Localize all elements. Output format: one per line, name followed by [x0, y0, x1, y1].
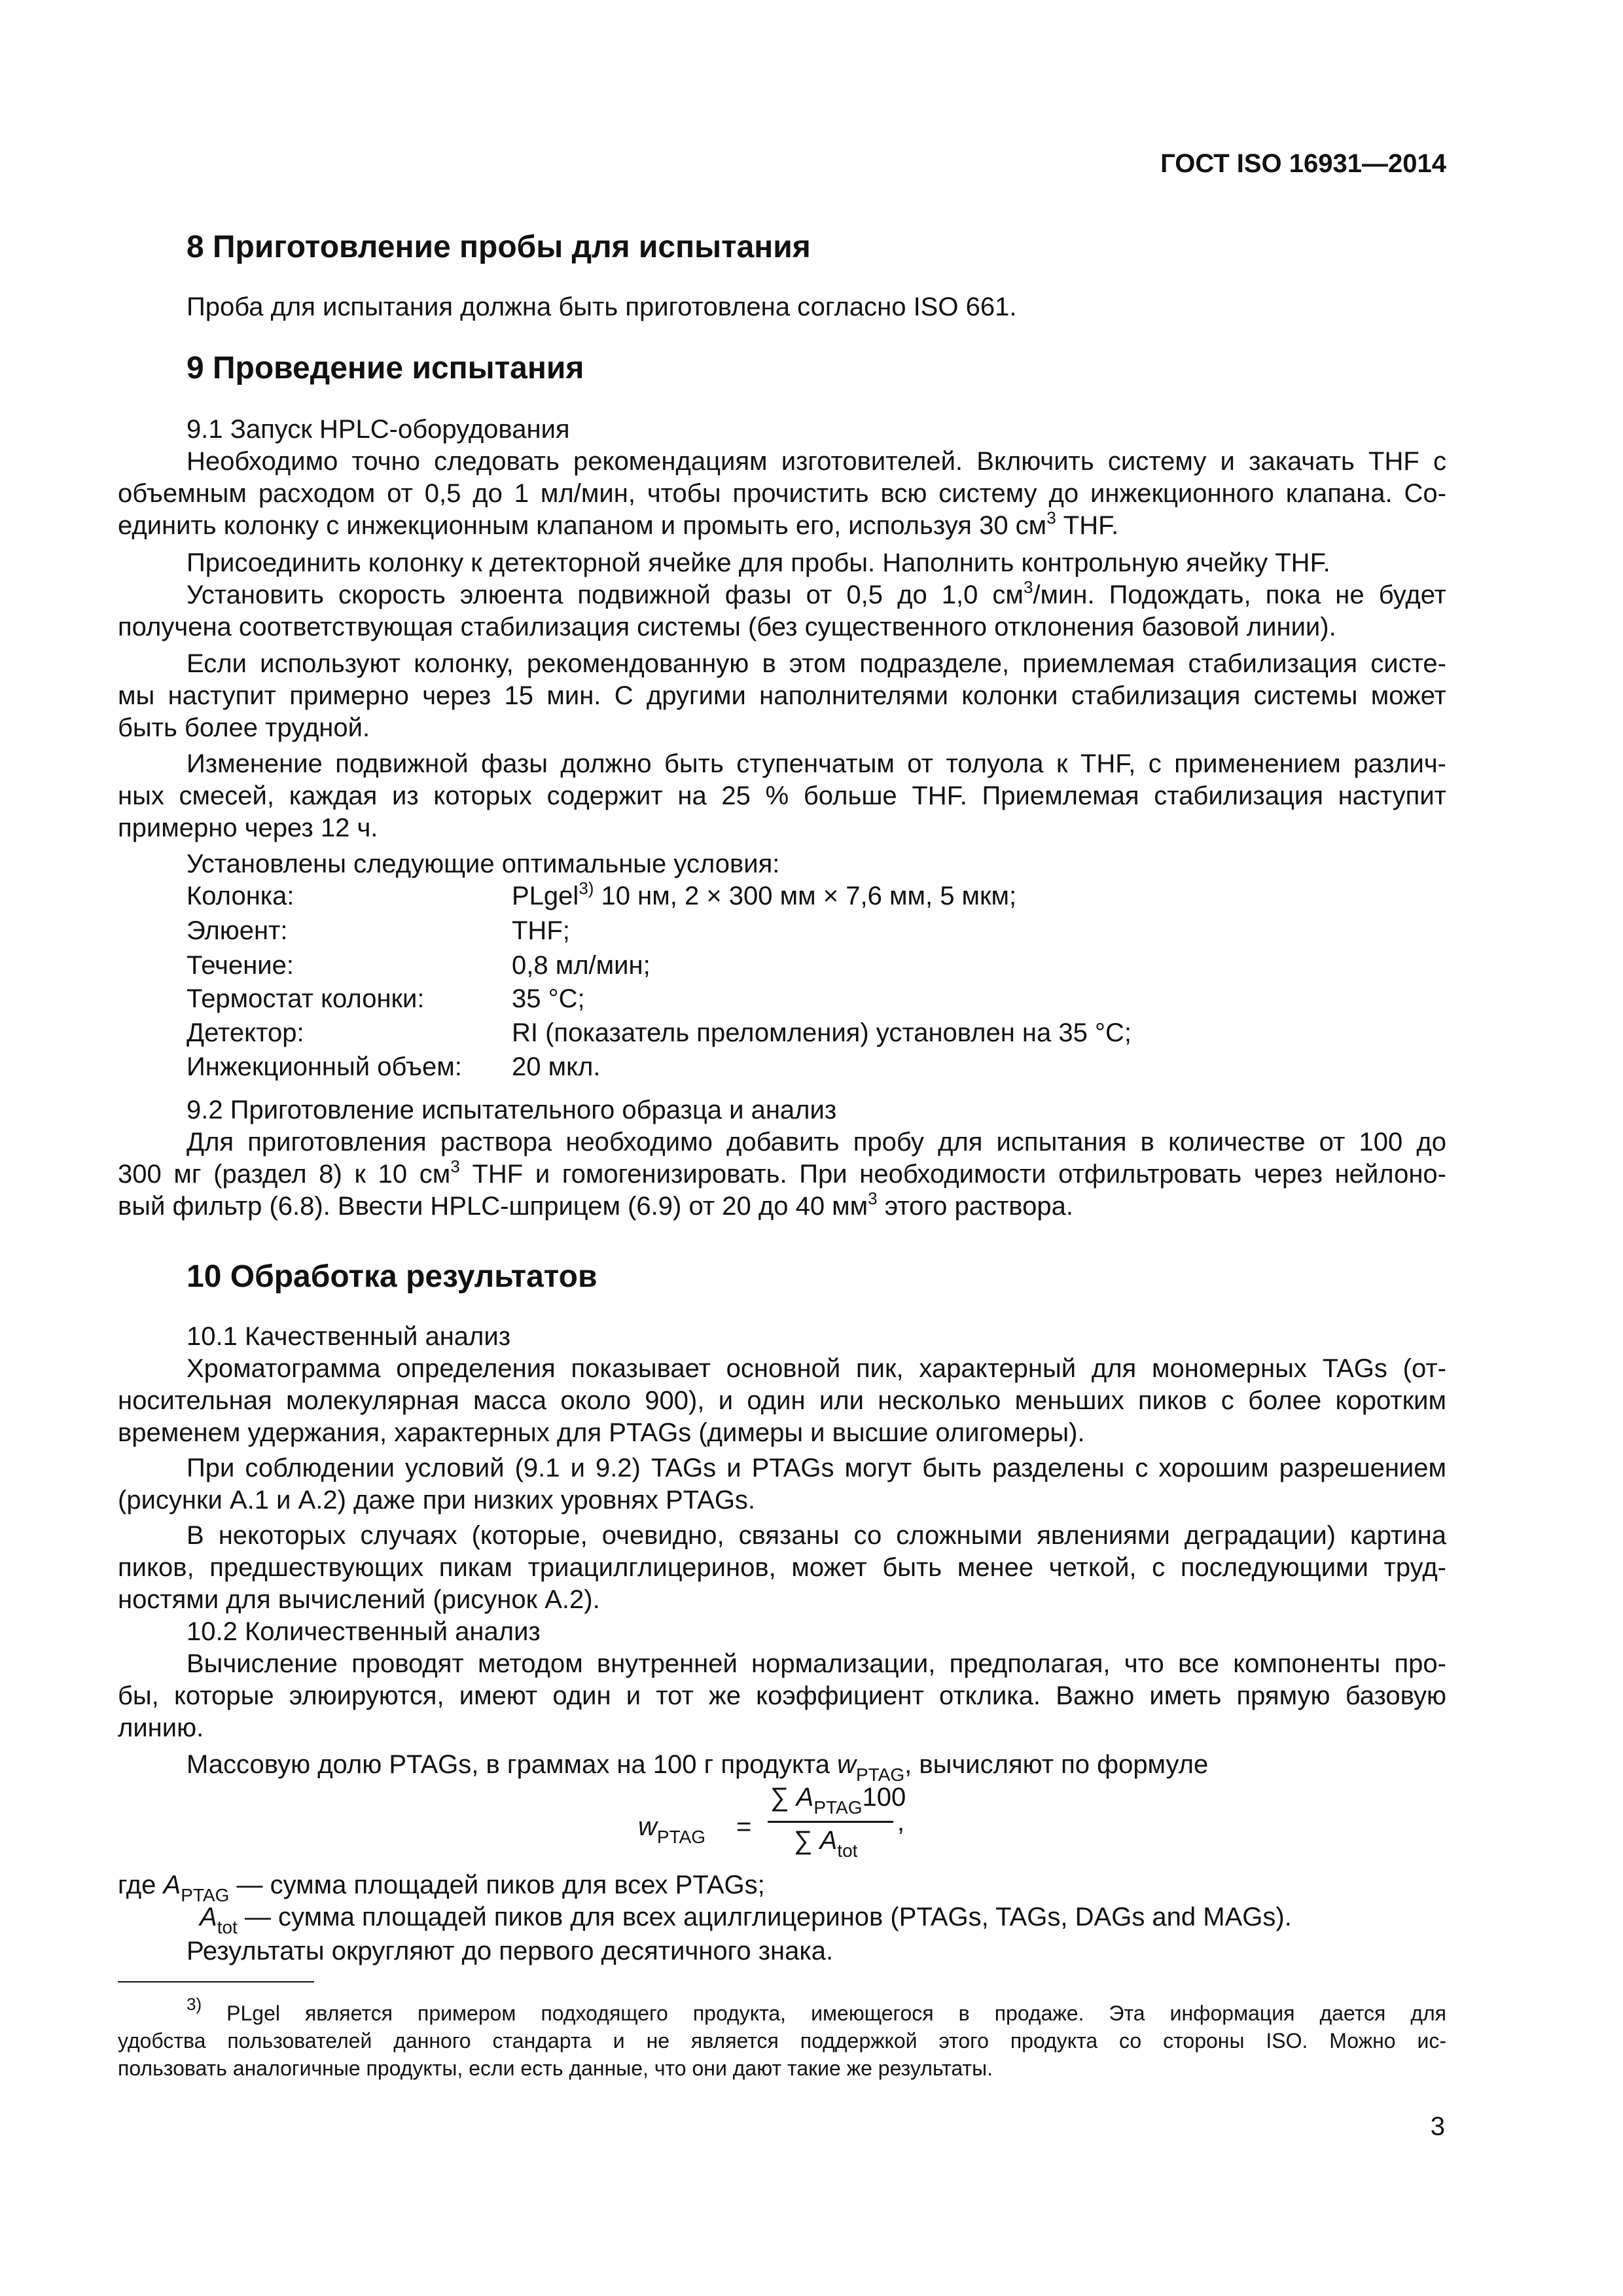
condition-label: Детектор:: [187, 1018, 304, 1047]
footnote-separator: [118, 1981, 314, 1982]
condition-label: Элюент:: [187, 916, 288, 945]
footnote-line: пользовать аналогичные продукты, если есть данные, что они дают такие же результаты.: [118, 2056, 993, 2080]
fraction-bar: [768, 1821, 893, 1823]
condition-value: 0,8 мл/мин;: [512, 951, 651, 980]
condition-label: Термостат колонки:: [187, 984, 425, 1013]
paragraph-line: ных смесей, каждая из которых содержит на 25 % больше THF. Приемлемая стабилизация наступит: [118, 781, 1446, 810]
section-8-text: Проба для испытания должна быть приготовлена согласно ISO 661.: [187, 293, 1017, 321]
section-8-title: 8 Приготовление пробы для испытания: [187, 230, 811, 264]
paragraph-line: В некоторых случаях (которые, очевидно, связаны со сложными явлениями деградации) картина: [187, 1521, 1446, 1550]
paragraph-line: временем удержания, характерных для PTAGs (димеры и высшие олигомеры).: [118, 1418, 1085, 1447]
paragraph-line: Если используют колонку, рекомендованную в этом подразделе, приемлемая стабилизация систе-: [187, 649, 1446, 678]
paragraph-line: Хроматограмма определения показывает основной пик, характерный для мономерных TAGs (от-: [187, 1354, 1446, 1383]
formula-lhs: $w_{PTAG}$: [638, 1812, 706, 1847]
paragraph-line: Необходимо точно следовать рекомендациям изготовителей. Включить систему и закачать THF с: [187, 447, 1446, 476]
where-line-tot: $A_{tot}$ — сумма площадей пиков для всех ацилглицеринов (PTAGs, TAGs, DAGs and MAGs).: [200, 1903, 1292, 1937]
paragraph-line: 300 мг (раздел 8) к 10 $см^3$ THF и гомогенизировать. При необходимости отфильтровать через нейлоно-: [118, 1157, 1446, 1189]
document-code: ГОСТ ISO 16931—2014: [1160, 149, 1446, 178]
paragraph-line: примерно через 12 ч.: [118, 814, 378, 842]
where-line-ptag: где $A_{PTAG}$ — сумма площадей пиков для всех PTAGs;: [118, 1871, 765, 1905]
formula: [638, 1782, 952, 1873]
paragraph-line: носительная молекулярная масса около 900), и один или несколько меньших пиков с более коротким: [118, 1386, 1446, 1415]
formula-denominator: ∑ $A_{tot}$: [794, 1826, 858, 1861]
paragraph-line: быть более трудной.: [118, 713, 370, 742]
paragraph-line: ностями для вычислений (рисунок А.2).: [118, 1585, 600, 1614]
condition-label: Инжекционный объем:: [187, 1052, 462, 1081]
paragraph-line: бы, которые элюируются, имеют один и тот же коэффициент отклика. Важно иметь прямую базовую: [118, 1681, 1446, 1710]
paragraph-line: Массовую долю PTAGs, в граммах на 100 г продукта $w_{PTAG}$, вычисляют по формуле: [187, 1750, 1209, 1785]
paragraph-line: (рисунки А.1 и А.2) даже при низких уровнях PTAGs.: [118, 1486, 756, 1515]
paragraph-line: пиков, предшествующих пикам триацилглицеринов, может быть менее четкой, с последующими труд-: [118, 1553, 1446, 1582]
paragraph-line: Для приготовления раствора необходимо добавить пробу для испытания в количестве от 100 до: [187, 1128, 1446, 1157]
page-number: 3: [1430, 2112, 1445, 2141]
paragraph-line: Установлены следующие оптимальные условия:: [187, 850, 780, 878]
condition-value: PLgel$^{3)}$ 10 нм, 2 × 300 мм × 7,6 мм, 5 мкм;: [512, 878, 1017, 910]
paragraph-line: объемным расходом от 0,5 до 1 мл/мин, чтобы прочистить всю систему до инжекционного клапана. Со-: [118, 479, 1446, 508]
paragraph-line: Результаты округляют до первого десятичного знака.: [187, 1937, 834, 1965]
formula-comma: ,: [897, 1808, 905, 1837]
formula-equals: =: [736, 1812, 752, 1841]
section-10-title: 10 Обработка результатов: [187, 1259, 597, 1294]
paragraph-line: Установить скорость элюента подвижной фазы от 0,5 до 1,0 $см^3$/мин. Подождать, пока не будет: [187, 577, 1446, 609]
condition-value: RI (показатель преломления) установлен на 35 °С;: [512, 1018, 1132, 1047]
condition-label: Течение:: [187, 951, 294, 980]
condition-label: Колонка:: [187, 882, 294, 910]
subsection-9-1-title: 9.1 Запуск HPLC-оборудования: [187, 415, 570, 444]
paragraph-line: Вычисление проводят методом внутренней нормализации, предполагая, что все компоненты про-: [187, 1649, 1446, 1678]
footnote-line: удобства пользователей данного стандарта и не является поддержкой этого продукта со стороны ISO. Можно ис-: [118, 2029, 1447, 2053]
paragraph-line: вый фильтр (6.8). Ввести HPLC-шприцем (6.9) от 20 до 40 $мм^3$ этого раствора.: [118, 1189, 1073, 1221]
condition-value: 20 мкл.: [512, 1052, 601, 1081]
paragraph-line: Изменение подвижной фазы должно быть ступенчатым от толуола к THF, с применением различ-: [187, 749, 1446, 778]
subsection-10-2-title: 10.2 Количественный анализ: [187, 1617, 541, 1646]
paragraph-line: получена соответствующая стабилизация системы (без существенного отклонения базовой линии).: [118, 613, 1336, 641]
condition-value: 35 °С;: [512, 984, 585, 1013]
paragraph-line: мы наступит примерно через 15 мин. С другими наполнителями колонки стабилизация системы может: [118, 681, 1446, 710]
formula-numerator: ∑ $A_{PTAG}100$: [770, 1783, 906, 1818]
subsection-9-2-title: 9.2 Приготовление испытательного образца и анализ: [187, 1096, 837, 1124]
paragraph-line: единить колонку с инжекционным клапаном и промыть его, используя 30 $см^3$ THF.: [118, 508, 1119, 540]
paragraph-line: линию.: [118, 1713, 204, 1742]
paragraph-line: Присоединить колонку к детекторной ячейке для пробы. Наполнить контрольную ячейку THF.: [187, 548, 1330, 577]
condition-value: THF;: [512, 916, 570, 945]
footnote-line: $^{3)}$ PLgel является примером подходящего продукта, имеющегося в продаже. Эта информация дается для: [187, 1994, 1446, 2025]
subsection-10-1-title: 10.1 Качественный анализ: [187, 1322, 511, 1351]
paragraph-line: При соблюдении условий (9.1 и 9.2) TAGs и PTAGs могут быть разделены с хорошим разрешением: [187, 1454, 1446, 1482]
section-9-title: 9 Проведение испытания: [187, 351, 584, 386]
